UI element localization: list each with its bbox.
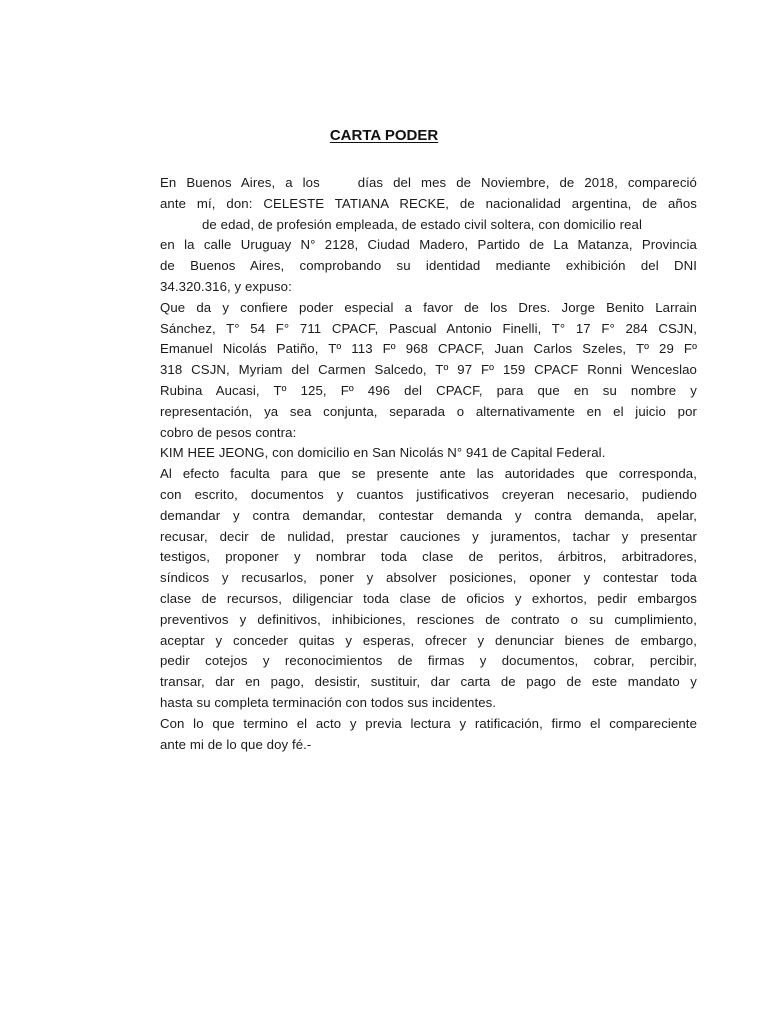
body-line: transar, dar en pago, desistir, sustituir, dar carta de pago de este mandato y	[160, 674, 697, 690]
body-line: Al efecto faculta para que se presente ante las autoridades que corresponda,	[160, 466, 697, 482]
body-line: de Buenos Aires, comprobando su identidad mediante exhibición del DNI	[160, 258, 697, 274]
body-line: síndicos y recusarlos, poner y absolver posiciones, oponer y contestar toda	[160, 570, 697, 586]
body-line: de edad, de profesión empleada, de estado civil soltera, con domicilio real	[202, 216, 643, 232]
body-line: demandar y contra demandar, contestar demanda y contra demanda, apelar,	[160, 507, 697, 523]
body-line: clase de recursos, diligenciar toda clase de oficios y exhortos, pedir embargos	[160, 590, 697, 606]
document-title: CARTA PODER	[329, 127, 439, 144]
body-line: recusar, decir de nulidad, prestar cauciones y juramentos, tachar y presentar	[160, 528, 697, 544]
body-line: Que da y confiere poder especial a favor de los Dres. Jorge Benito Larrain	[160, 299, 697, 315]
body-line: Emanuel Nicolás Patiño, Tº 113 Fº 968 CPACF, Juan Carlos Szeles, Tº 29 Fº	[160, 341, 697, 357]
body-line: pedir cotejos y reconocimientos de firmas y documentos, cobrar, percibir,	[160, 653, 697, 669]
body-line: 318 CSJN, Myriam del Carmen Salcedo, Tº 97 Fº 159 CPACF Ronni Wenceslao	[160, 362, 697, 378]
body-line: representación, ya sea conjunta, separada o alternativamente en el juicio por	[160, 403, 697, 419]
body-line: cobro de pesos contra:	[160, 424, 297, 440]
body-line: En Buenos Aires, a los días del mes de Noviembre, de 2018, compareció	[160, 175, 697, 190]
body-line: aceptar y conceder quitas y esperas, ofrecer y denunciar bienes de embargo,	[160, 632, 697, 648]
body-line: hasta su completa terminación con todos sus incidentes.	[160, 694, 497, 710]
body-line: Rubina Aucasi, Tº 125, Fº 496 del CPACF, para que en su nombre y	[160, 382, 697, 398]
body-line: ante mi de lo que doy fé.-	[160, 736, 312, 752]
body-line: 34.320.316, y expuso:	[160, 278, 292, 294]
body-line: en la calle Uruguay N° 2128, Ciudad Madero, Partido de La Matanza, Provincia	[160, 237, 697, 253]
body-line: testigos, proponer y nombrar toda clase de peritos, árbitros, arbitradores,	[160, 549, 697, 565]
body-line: ante mí, don: CELESTE TATIANA RECKE, de nacionalidad argentina, de años	[160, 195, 697, 211]
body-line: Sánchez, T° 54 F° 711 CPACF, Pascual Antonio Finelli, T° 17 F° 284 CSJN,	[160, 320, 697, 336]
body-line: Con lo que termino el acto y previa lectura y ratificación, firmo el compareciente	[160, 715, 697, 731]
body-line: KIM HEE JEONG, con domicilio en San Nicolás N° 941 de Capital Federal.	[160, 445, 606, 461]
document-body	[160, 173, 697, 755]
body-line: preventivos y definitivos, inhibiciones, resciones de contrato o su cumplimiento,	[160, 611, 697, 627]
body-line: con escrito, documentos y cuantos justificativos creyeran necesario, pudiendo	[160, 486, 697, 502]
